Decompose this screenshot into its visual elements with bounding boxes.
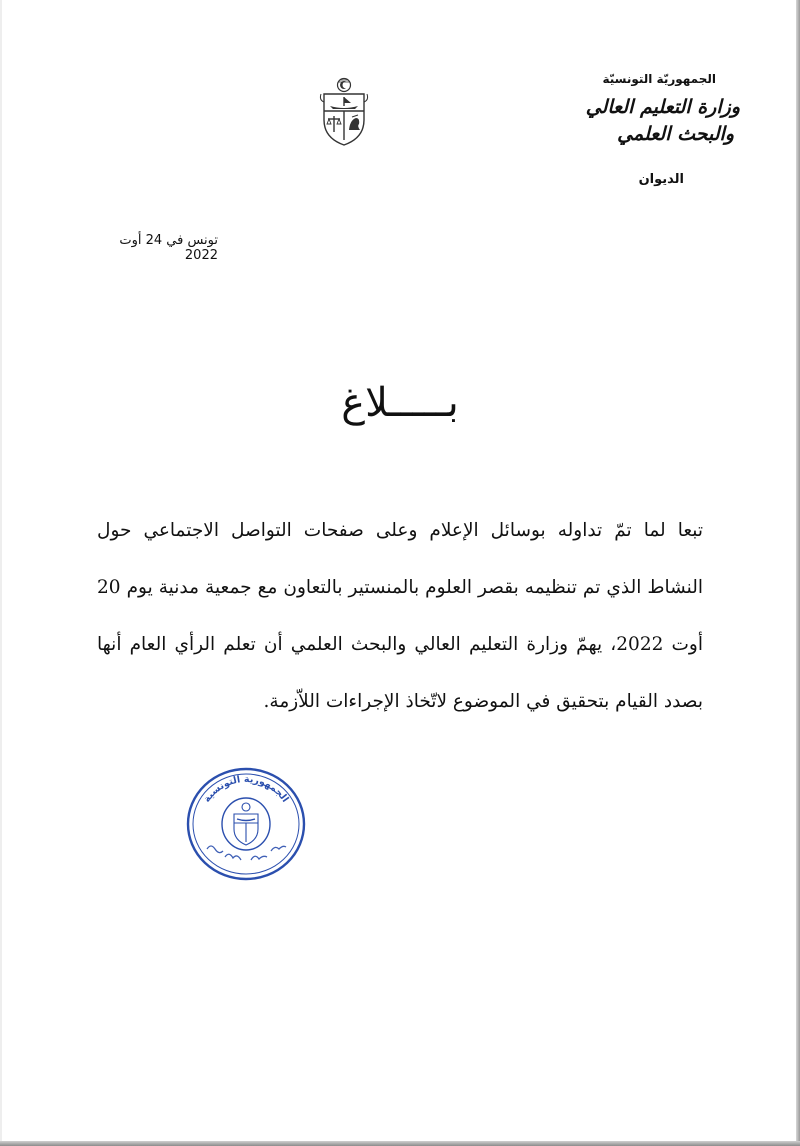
ministry-line-1: وزارة التعليم العالي (585, 96, 740, 118)
letterhead (540, 72, 740, 187)
official-seal-icon (185, 765, 307, 883)
ministry-name (540, 94, 740, 148)
ministry-line-2: والبحث العلمي (617, 123, 734, 145)
scan-edge-left (0, 0, 2, 1146)
scan-edge-right (796, 0, 800, 1146)
svg-text:الجمهورية التونسية: الجمهورية التونسية (201, 773, 291, 805)
scan-edge-bottom (0, 1141, 800, 1146)
coat-of-arms-icon (316, 76, 372, 148)
republic-name: الجمهوريّة التونسيّة (602, 72, 716, 86)
document-title: بـــــلاغ (341, 380, 459, 426)
office-name: الديوان (638, 172, 684, 187)
communique-body: تبعا لما تمّ تداوله بوسائل الإعلام وعلى صفحات التواصل الاجتماعي حول النشاط الذي تم تنظيمه بقصر العلوم بالمنستير بالتعاون مع جمعية مدنية يوم 20 أوت 2022، يهمّ وزارة التعليم العالي والبحث العلمي أن تعلم الرأي العام أنها بصدد القيام بتحقيق في الموضوع لاتّخاذ الإجراءات اللاّزمة. (97, 520, 704, 712)
document-date: تونس في 24 أوت 2022 (119, 233, 218, 263)
